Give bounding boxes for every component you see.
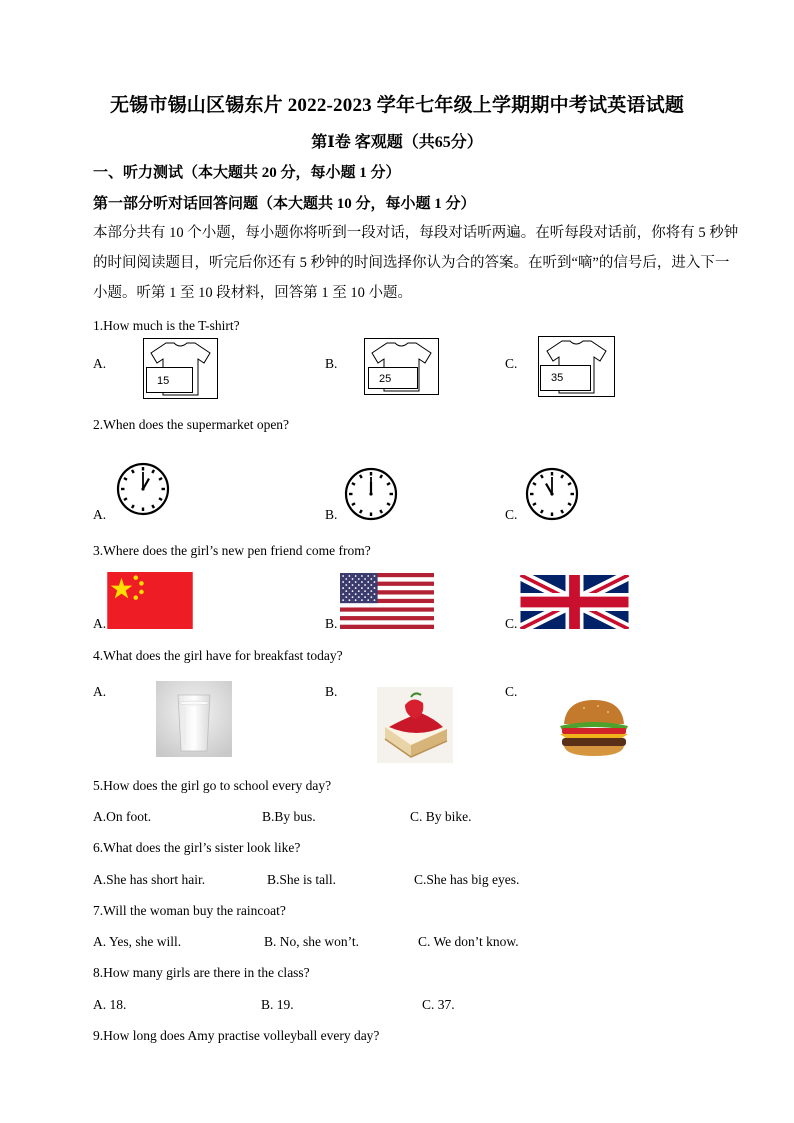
option-a-label: A.	[93, 356, 107, 371]
clock-a-icon	[115, 461, 171, 522]
option-b-label: B.	[325, 356, 338, 371]
usa-flag-image	[340, 573, 434, 634]
option-b: B.She is tall.	[267, 872, 337, 887]
option-a: A.On foot.	[93, 809, 152, 824]
page-title: 无锡市锡山区锡东片 2022-2023 学年七年级上学期期中考试英语试题	[109, 95, 685, 116]
instructions: 本部分共有 10 个小题，每小题你将听到一段对话，每段对话听两遍。在听每段对话前，你将有 5 秒钟的时间阅读题目，听完后你还有 5 秒钟的时间选择你认为合的答案。在听到“嘀”的信号后，进入下一小题。听第 1 至 10 段材料，回答第 1 至 10 小题。	[93, 225, 739, 301]
option-b-label: B.	[325, 616, 338, 631]
tshirt-c-image	[538, 336, 615, 397]
question-7: 7.Will the woman buy the raincoat?	[93, 903, 286, 918]
cake-image	[377, 687, 453, 763]
question-6: 6.What does the girl’s sister look like?	[93, 840, 301, 855]
question-2: 2.When does the supermarket open?	[93, 417, 290, 432]
option-c: C. By bike.	[410, 809, 472, 824]
part-heading: 第一部分听对话回答问题（本大题共 10 分，每小题 1 分）	[93, 196, 476, 212]
uk-flag-image	[520, 575, 629, 634]
question-4: 4.What does the girl have for breakfast today?	[93, 648, 343, 663]
option-a-label: A.	[93, 507, 107, 522]
china-flag-image	[107, 572, 193, 634]
hamburger-image	[556, 694, 632, 760]
option-c-label: C.	[505, 507, 518, 522]
option-b: B.By bus.	[262, 809, 316, 824]
option-c: C. We don’t know.	[418, 934, 519, 949]
option-c-label: C.	[505, 616, 518, 631]
clock-b-icon	[343, 466, 399, 527]
option-a: A. Yes, she will.	[93, 934, 182, 949]
tshirt-a-image	[143, 338, 218, 399]
question-8: 8.How many girls are there in the class?	[93, 965, 310, 980]
question-9: 9.How long does Amy practise volleyball every day?	[93, 1028, 380, 1043]
price-tag: 25	[368, 367, 418, 389]
option-b-label: B.	[325, 507, 338, 522]
tshirt-b-image	[364, 338, 439, 395]
price-tag: 35	[540, 365, 591, 391]
question-3: 3.Where does the girl’s new pen friend come from?	[93, 543, 371, 558]
price-tag: 15	[146, 367, 193, 393]
option-a-label: A.	[93, 616, 107, 631]
option-c-label: C.	[505, 684, 518, 699]
option-a: A.She has short hair.	[93, 872, 206, 887]
question-5: 5.How does the girl go to school every day?	[93, 778, 332, 793]
option-b: B. 19.	[261, 997, 294, 1012]
clock-c-icon	[524, 466, 580, 527]
milk-glass-image	[156, 681, 232, 757]
option-b-label: B.	[325, 684, 338, 699]
section-heading: 一、听力测试（本大题共 20 分，每小题 1 分）	[93, 165, 401, 181]
page-subtitle: 第Ⅰ卷 客观题（共65分）	[311, 134, 483, 151]
question-1: 1.How much is the T-shirt?	[93, 318, 240, 333]
option-b: B. No, she won’t.	[264, 934, 360, 949]
option-c: C. 37.	[422, 997, 455, 1012]
option-a: A. 18.	[93, 997, 127, 1012]
option-c-label: C.	[505, 356, 518, 371]
option-a-label: A.	[93, 684, 107, 699]
option-c: C.She has big eyes.	[414, 872, 520, 887]
